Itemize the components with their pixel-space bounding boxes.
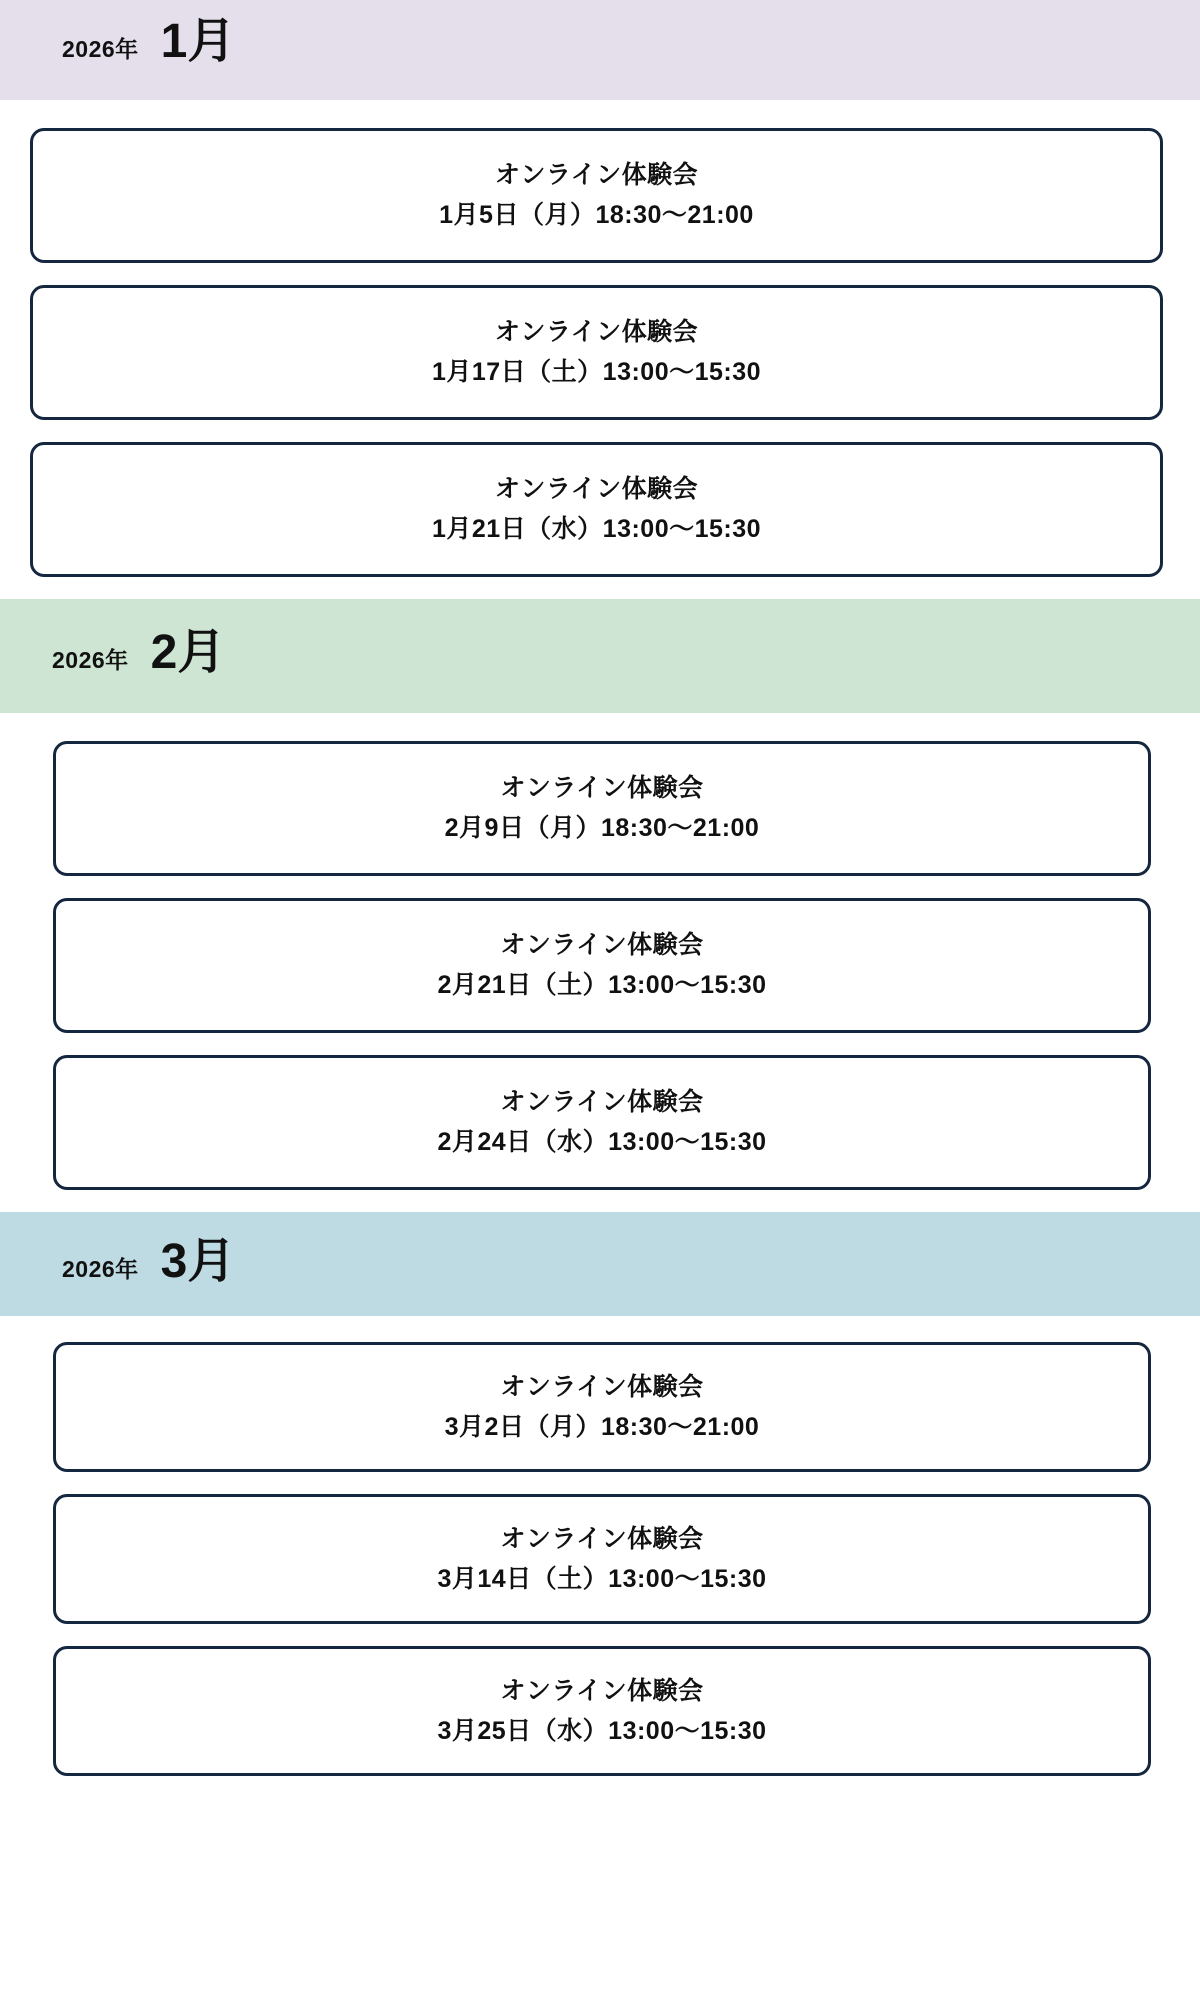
month-name-label: 1月 <box>160 15 236 68</box>
event-title: オンライン体験会 <box>500 1088 704 1116</box>
event-title: オンライン体験会 <box>500 1677 704 1705</box>
month-year-label: 2026年 <box>62 1256 139 1282</box>
event-datetime: 2月21日（土）13:00〜15:30 <box>437 970 767 999</box>
event-datetime: 1月5日（月）18:30〜21:00 <box>439 200 754 229</box>
month-name-label: 3月 <box>160 1235 236 1288</box>
event-datetime: 1月21日（水）13:00〜15:30 <box>431 514 762 543</box>
event-title: オンライン体験会 <box>500 931 704 959</box>
event-title: オンライン体験会 <box>494 475 699 503</box>
event-card[interactable] <box>53 741 1151 876</box>
month-header-march <box>0 1212 1200 1316</box>
event-list-march <box>0 1316 1200 1776</box>
event-title: オンライン体験会 <box>494 161 699 189</box>
event-datetime: 2月9日（月）18:30〜21:00 <box>444 813 760 842</box>
month-block-february <box>0 599 1200 1190</box>
event-card[interactable] <box>53 1646 1151 1776</box>
event-list-february <box>0 713 1200 1190</box>
event-list-january <box>0 100 1200 577</box>
event-card[interactable] <box>30 442 1163 577</box>
event-title: オンライン体験会 <box>500 774 704 802</box>
event-datetime: 3月25日（水）13:00〜15:30 <box>437 1716 767 1745</box>
event-datetime: 3月2日（月）18:30〜21:00 <box>444 1412 760 1441</box>
event-datetime: 1月17日（土）13:00〜15:30 <box>431 357 762 386</box>
month-year-label: 2026年 <box>52 647 129 673</box>
month-header-february <box>0 599 1200 713</box>
month-block-march <box>0 1212 1200 1776</box>
event-title: オンライン体験会 <box>500 1525 704 1553</box>
month-year-label: 2026年 <box>62 36 139 62</box>
month-header-january <box>0 0 1200 100</box>
event-card[interactable] <box>30 285 1163 420</box>
event-title: オンライン体験会 <box>500 1373 704 1401</box>
event-datetime: 3月14日（土）13:00〜15:30 <box>437 1564 767 1593</box>
event-card[interactable] <box>53 898 1151 1033</box>
event-card[interactable] <box>30 128 1163 263</box>
event-datetime: 2月24日（水）13:00〜15:30 <box>437 1127 767 1156</box>
event-card[interactable] <box>53 1055 1151 1190</box>
month-name-label: 2月 <box>150 626 226 679</box>
event-card[interactable] <box>53 1494 1151 1624</box>
event-card[interactable] <box>53 1342 1151 1472</box>
event-title: オンライン体験会 <box>494 318 699 346</box>
month-block-january <box>0 0 1200 577</box>
